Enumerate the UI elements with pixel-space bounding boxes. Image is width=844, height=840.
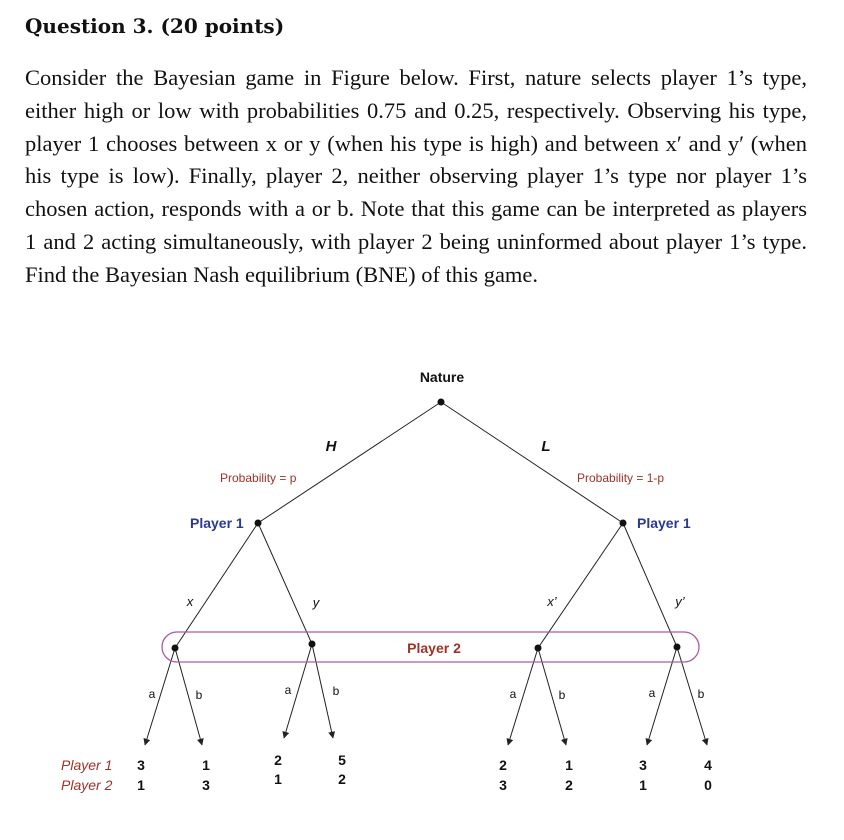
action-y-label: y — [312, 595, 320, 610]
branch-high-label: H — [325, 438, 337, 455]
response-a-label: a — [148, 687, 156, 701]
prob-high-label: Probability = p — [220, 471, 297, 485]
payoff-leaf5-player2: 3 — [499, 777, 507, 793]
nature-node — [438, 399, 445, 406]
response-a-label: a — [509, 687, 517, 701]
payoff-leaf7-player1: 3 — [639, 757, 647, 773]
action-x-label: x — [186, 594, 194, 609]
player1-high-node — [255, 520, 262, 527]
payoff-leaf1-player1: 3 — [137, 757, 145, 773]
player1-right-label: Player 1 — [637, 515, 691, 531]
edge-y-b — [312, 644, 333, 738]
nature-label: Nature — [419, 369, 465, 385]
payoff-leaf7-player2: 1 — [639, 777, 647, 793]
edge-nature-low — [441, 402, 623, 523]
edge-low-xprime — [538, 523, 623, 648]
payoff-leaf2-player1: 1 — [202, 757, 210, 773]
payoff-row-label-player1: Player 1 — [61, 757, 113, 773]
action-yprime-label: y’ — [675, 594, 685, 609]
response-b-label: b — [332, 684, 340, 698]
response-b-label: b — [558, 688, 566, 702]
payoff-leaf1-player2: 1 — [137, 777, 145, 793]
player2-node-y — [309, 641, 316, 648]
branch-low-label: L — [541, 438, 551, 455]
payoff-leaf5-player1: 2 — [499, 757, 507, 773]
player1-low-node — [620, 520, 627, 527]
edge-nature-high — [258, 402, 441, 523]
payoff-leaf3-player1: 2 — [274, 752, 282, 768]
payoff-leaf2-player2: 3 — [202, 777, 210, 793]
edge-high-y — [258, 523, 312, 644]
player2-node-x — [172, 645, 179, 652]
response-b-label: b — [195, 688, 203, 702]
payoff-leaf3-player2: 1 — [274, 771, 282, 787]
edge-low-yprime — [623, 523, 677, 647]
response-a-label: a — [648, 686, 656, 700]
question-title: Question 3. (20 points) — [25, 14, 285, 38]
payoff-row-label-player2: Player 2 — [61, 777, 113, 793]
response-b-label: b — [697, 687, 705, 701]
player2-node-yprime — [674, 644, 681, 651]
player2-node-xprime — [535, 645, 542, 652]
player2-info-set-label: Player 2 — [407, 640, 461, 656]
player1-left-label: Player 1 — [190, 515, 244, 531]
payoff-leaf8-player2: 0 — [704, 777, 712, 793]
payoff-leaf8-player1: 4 — [704, 757, 712, 773]
action-xprime-label: x’ — [547, 594, 557, 609]
edge-high-x — [175, 523, 258, 648]
prob-low-label: Probability = 1-p — [577, 471, 665, 485]
payoff-leaf4-player2: 2 — [338, 771, 346, 787]
payoff-leaf6-player2: 2 — [565, 777, 573, 793]
payoff-leaf4-player1: 5 — [338, 752, 346, 768]
question-body: Consider the Bayesian game in Figure below. First, nature selects player 1’s type, either high or low with probabilities 0.75 and 0.25, respectively. Observing his type, player 1 chooses between x or y (when his type is high) and between x′ and y′ (when his type is low). Finally, player 2, neither observing player 1’s type nor player 1’s chosen action, responds with a or b. Note that this game can be interpreted as players 1 and 2 acting simultaneously, with player 2 being uninformed about player 1’s type. Find the Bayesian Nash equilibrium (BNE) of this game. — [25, 65, 807, 287]
response-a-label: a — [284, 683, 292, 697]
payoff-leaf6-player1: 1 — [565, 757, 573, 773]
